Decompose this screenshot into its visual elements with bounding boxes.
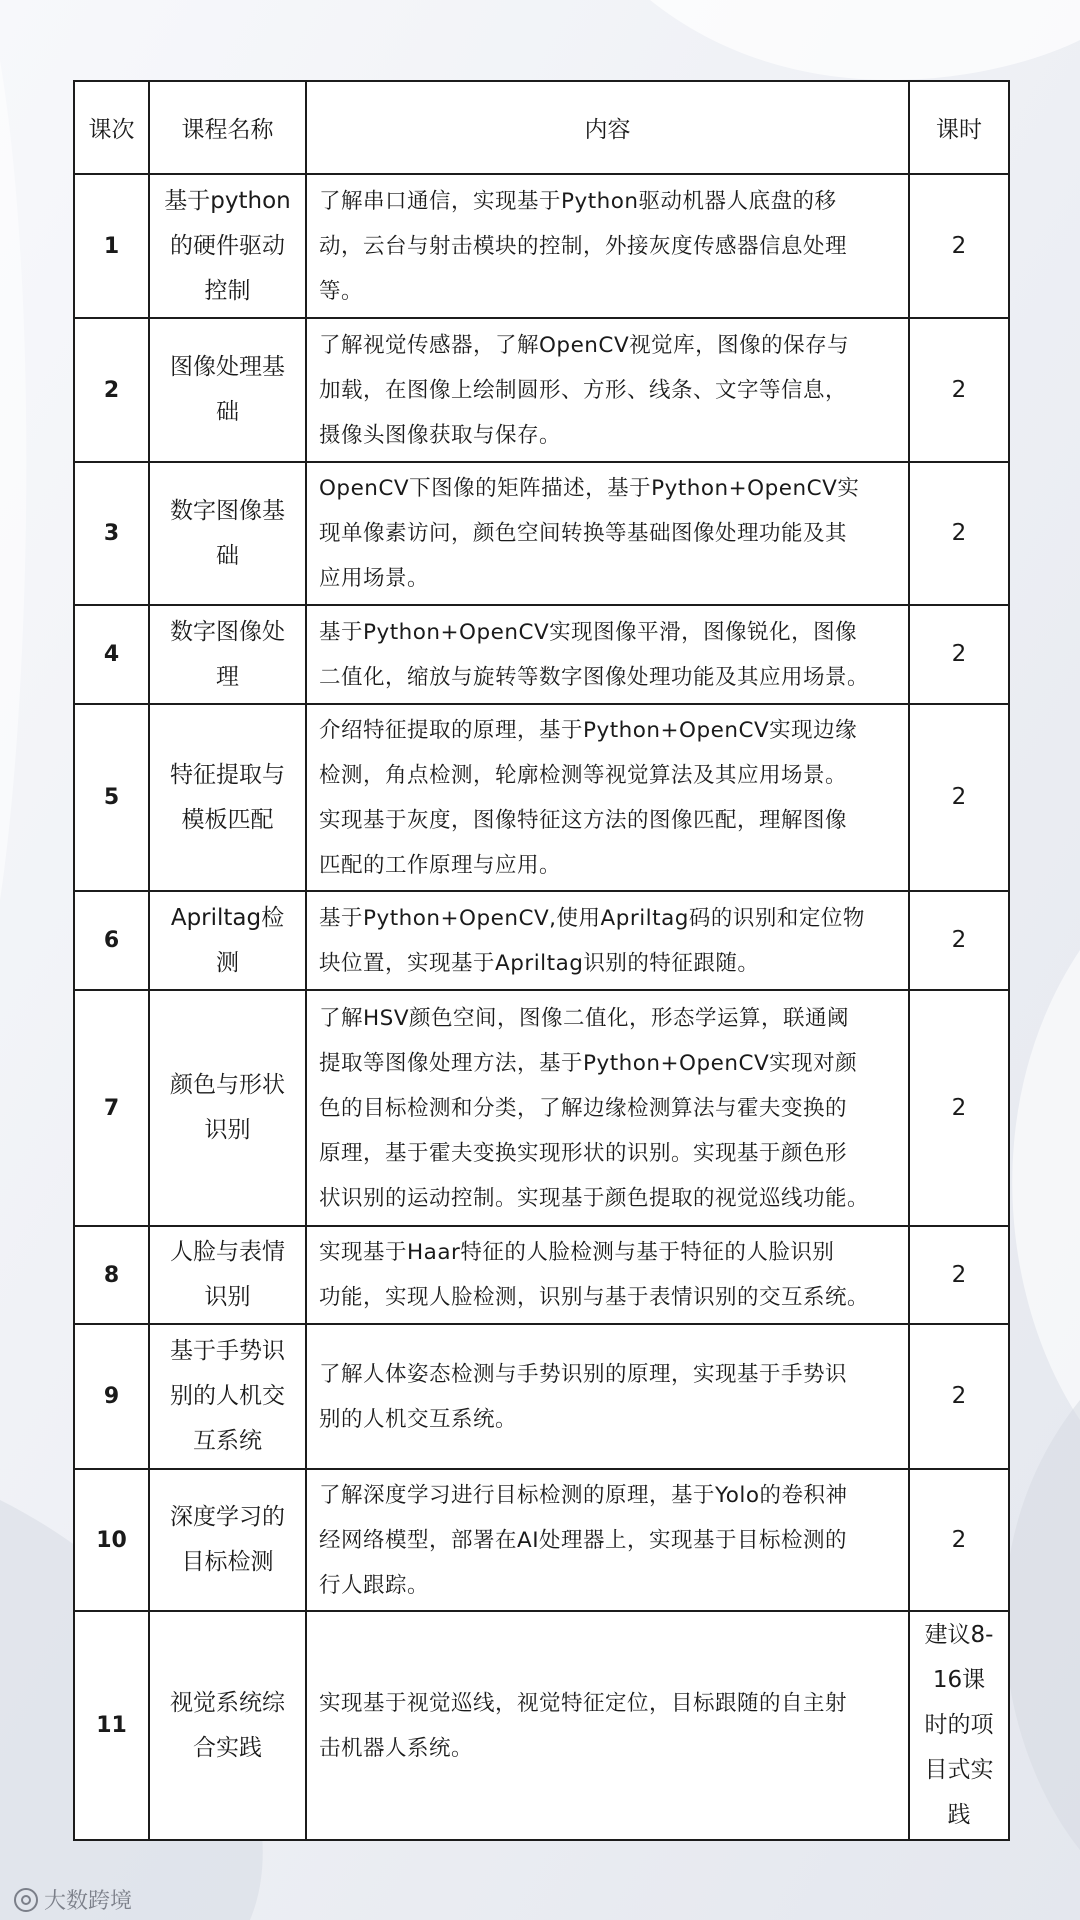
lesson-number: 10	[74, 1469, 149, 1611]
table-header-row	[74, 81, 1009, 174]
lesson-number: 2	[74, 318, 149, 462]
table-row	[74, 1226, 1009, 1324]
course-content: 实现基于视觉巡线，视觉特征定位，目标跟随的自主射 击机器人系统。	[306, 1611, 909, 1840]
course-content: OpenCV下图像的矩阵描述，基于Python+OpenCV实 现单像素访问，颜色空间转换等基础图像处理功能及其 应用场景。	[306, 462, 909, 605]
table-row	[74, 462, 1009, 605]
course-hours: 2	[909, 605, 1009, 704]
course-hours: 2	[909, 704, 1009, 891]
course-content: 基于Python+OpenCV实现图像平滑，图像锐化，图像 二值化，缩放与旋转等数字图像处理功能及其应用场景。	[306, 605, 909, 704]
course-hours: 2	[909, 1469, 1009, 1611]
course-hours: 2	[909, 318, 1009, 462]
course-content: 介绍特征提取的原理，基于Python+OpenCV实现边缘 检测，角点检测，轮廓检测等视觉算法及其应用场景。 实现基于灰度，图像特征这方法的图像匹配，理解图像 匹配的工作原理与应用。	[306, 704, 909, 891]
lesson-number: 5	[74, 704, 149, 891]
course-name: 基于python 的硬件驱动 控制	[149, 174, 306, 318]
table-row	[74, 990, 1009, 1226]
course-name: 特征提取与 模板匹配	[149, 704, 306, 891]
course-hours: 2	[909, 174, 1009, 318]
header-lesson: 课次	[74, 81, 149, 174]
course-content: 基于Python+OpenCV,使用Apriltag码的识别和定位物 块位置，实现基于Apriltag识别的特征跟随。	[306, 891, 909, 990]
table-row	[74, 891, 1009, 990]
table-row	[74, 174, 1009, 318]
course-content: 了解串口通信，实现基于Python驱动机器人底盘的移 动，云台与射击模块的控制，外接灰度传感器信息处理 等。	[306, 174, 909, 318]
course-table	[73, 80, 1010, 1841]
course-name: Apriltag检测	[149, 891, 306, 990]
course-name: 图像处理基 础	[149, 318, 306, 462]
course-content: 了解HSV颜色空间，图像二值化，形态学运算，联通阈 提取等图像处理方法，基于Python+OpenCV实现对颜 色的目标检测和分类，了解边缘检测算法与霍夫变换的 原理，基于霍夫变换实现形状的识别。实现基于颜色形 状识别的运动控制。实现基于颜色提取的视觉巡线功能。	[306, 990, 909, 1226]
lesson-number: 7	[74, 990, 149, 1226]
watermark-text: 大数跨境	[44, 1889, 133, 1914]
table-row	[74, 1469, 1009, 1611]
watermark-logo-icon	[14, 1888, 38, 1912]
course-name: 颜色与形状 识别	[149, 990, 306, 1226]
header-hours: 课时	[909, 81, 1009, 174]
lesson-number: 8	[74, 1226, 149, 1324]
course-hours: 建议8- 16课 时的项 目式实 践	[909, 1611, 1009, 1840]
course-content: 实现基于Haar特征的人脸检测与基于特征的人脸识别 功能，实现人脸检测，识别与基于表情识别的交互系统。	[306, 1226, 909, 1324]
course-name: 数字图像基 础	[149, 462, 306, 605]
lesson-number: 9	[74, 1324, 149, 1469]
course-name: 人脸与表情 识别	[149, 1226, 306, 1324]
header-course-name: 课程名称	[149, 81, 306, 174]
table-row	[74, 605, 1009, 704]
lesson-number: 3	[74, 462, 149, 605]
lesson-number: 6	[74, 891, 149, 990]
table-row	[74, 704, 1009, 891]
lesson-number: 1	[74, 174, 149, 318]
course-name: 视觉系统综 合实践	[149, 1611, 306, 1840]
course-content: 了解深度学习进行目标检测的原理，基于Yolo的卷积神 经网络模型，部署在AI处理器上，实现基于目标检测的 行人跟踪。	[306, 1469, 909, 1611]
course-name: 基于手势识 别的人机交 互系统	[149, 1324, 306, 1469]
course-name: 数字图像处 理	[149, 605, 306, 704]
course-content: 了解视觉传感器，了解OpenCV视觉库，图像的保存与 加载，在图像上绘制圆形、方形、线条、文字等信息， 摄像头图像获取与保存。	[306, 318, 909, 462]
lesson-number: 11	[74, 1611, 149, 1840]
lesson-number: 4	[74, 605, 149, 704]
course-hours: 2	[909, 1226, 1009, 1324]
course-name: 深度学习的 目标检测	[149, 1469, 306, 1611]
course-hours: 2	[909, 462, 1009, 605]
course-hours: 2	[909, 1324, 1009, 1469]
table-row	[74, 1324, 1009, 1469]
header-content: 内容	[306, 81, 909, 174]
table-row	[74, 318, 1009, 462]
course-hours: 2	[909, 891, 1009, 990]
course-content: 了解人体姿态检测与手势识别的原理，实现基于手势识 别的人机交互系统。	[306, 1324, 909, 1469]
course-hours: 2	[909, 990, 1009, 1226]
watermark	[14, 1884, 132, 1915]
table-row	[74, 1611, 1009, 1840]
